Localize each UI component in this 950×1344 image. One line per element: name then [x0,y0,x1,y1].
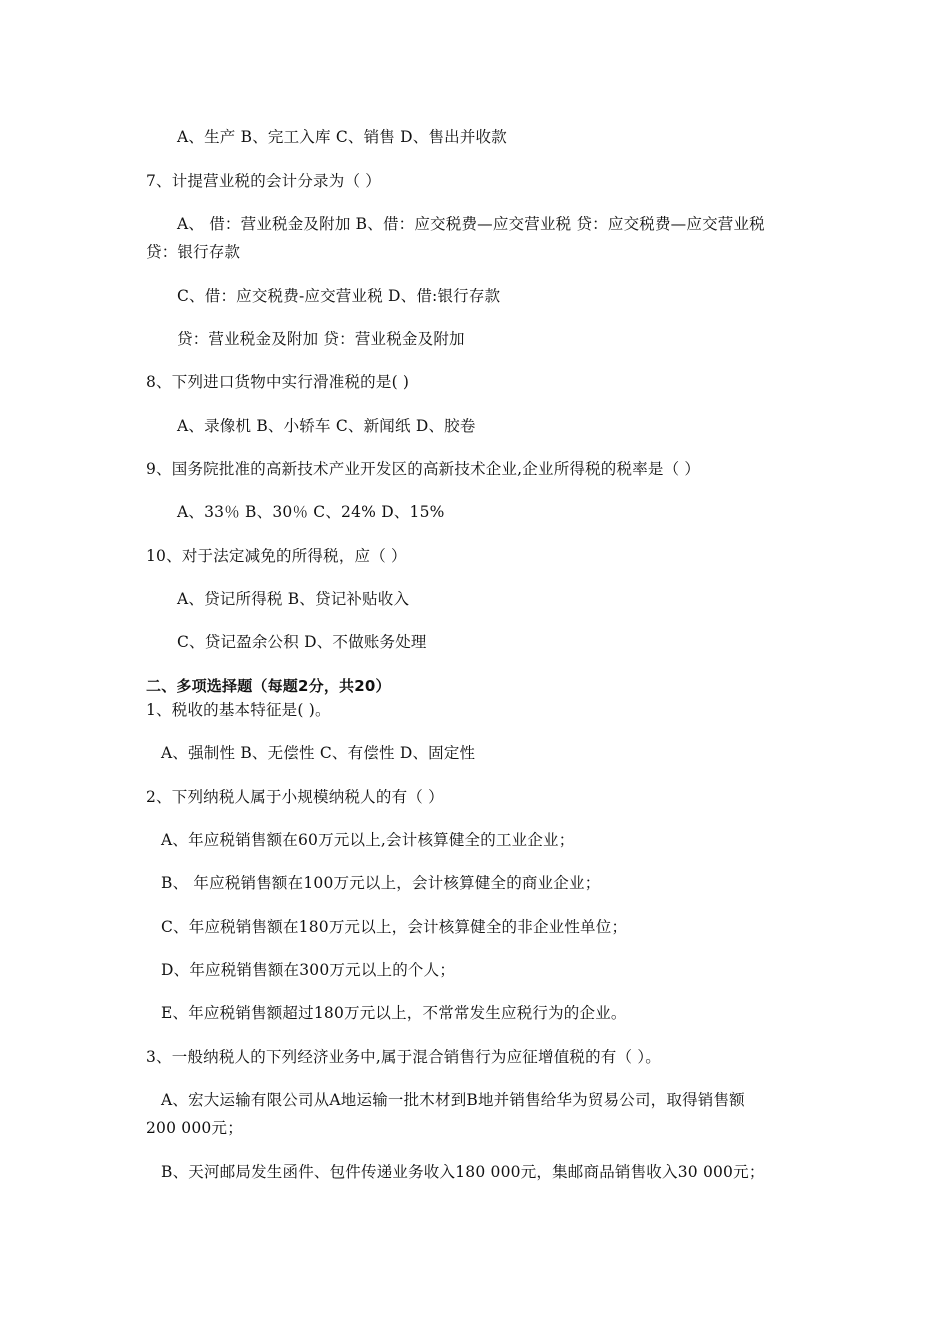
q9-options: A、33％ B、30％ C、24% D、15% [177,503,445,521]
q7-options-cd: C、借：应交税费-应交营业税 D、借:银行存款 [177,287,501,305]
q8-options: A、录像机 B、小轿车 C、新闻纸 D、胶卷 [177,417,476,435]
mq3-option-a-cont: 200 000元； [146,1119,243,1137]
q7-options-cd-cont: 贷：营业税金及附加 贷：营业税金及附加 [177,330,465,348]
q7-options-ab-cont: 贷：银行存款 [146,243,241,261]
q9-question: 9、国务院批准的高新技术产业开发区的高新技术企业,企业所得税的税率是（ ） [146,460,701,478]
q10-options-cd: C、贷记盈余公积 D、不做账务处理 [177,633,427,651]
q6-options: A、生产 B、完工入库 C、销售 D、售出并收款 [177,128,507,146]
mq3-question: 3、一般纳税人的下列经济业务中,属于混合销售行为应征增值税的有（ ）。 [146,1048,661,1066]
mq3-option-a: A、宏大运输有限公司从A地运输一批木材到B地并销售给华为贸易公司，取得销售额 [161,1091,745,1109]
section-heading: 二、多项选择题（每题2分，共20） [146,677,391,695]
q7-question: 7、计提营业税的会计分录为（ ） [146,172,381,190]
mq3-option-b: B、天河邮局发生函件、包件传递业务收入180 000元，集邮商品销售收入30 000元； [161,1163,765,1181]
q7-options-ab: A、 借：营业税金及附加 B、借：应交税费—应交营业税 贷：应交税费—应交营业税 [177,215,765,233]
q10-options-ab: A、贷记所得税 B、贷记补贴收入 [177,590,410,608]
mq2-question: 2、下列纳税人属于小规模纳税人的有（ ） [146,788,444,806]
q10-question: 10、对于法定减免的所得税，应（ ） [146,547,407,565]
mq1-question: 1、税收的基本特征是( )。 [146,701,331,719]
mq1-options: A、强制性 B、无偿性 C、有偿性 D、固定性 [161,744,476,762]
mq2-option-c: C、年应税销售额在180万元以上，会计核算健全的非企业性单位； [161,918,628,936]
mq2-option-e: E、年应税销售额超过180万元以上，不常常发生应税行为的企业。 [161,1004,627,1022]
mq2-option-d: D、年应税销售额在300万元以上的个人； [161,961,456,979]
mq2-option-a: A、年应税销售额在60万元以上,会计核算健全的工业企业； [161,831,575,849]
mq2-option-b: B、 年应税销售额在100万元以上，会计核算健全的商业企业； [161,874,601,892]
q8-question: 8、下列进口货物中实行滑准税的是( ) [146,373,410,391]
